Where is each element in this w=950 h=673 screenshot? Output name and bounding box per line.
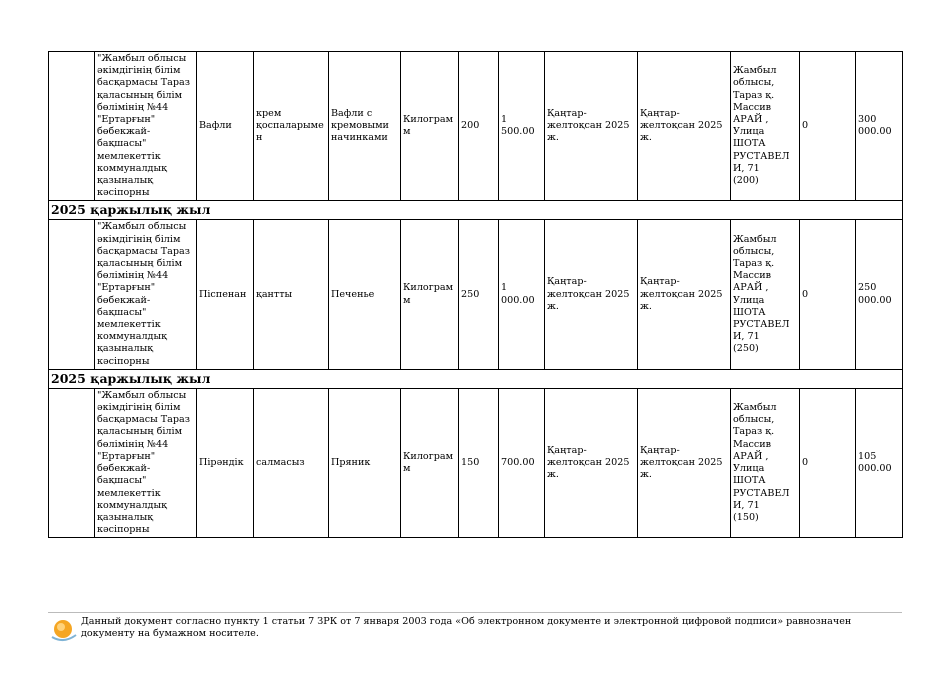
delivery-period-cell: Қаңтар-желтоқсан 2025 ж. bbox=[545, 52, 638, 201]
item-characteristic-cell: қантты bbox=[254, 220, 329, 369]
table-row bbox=[49, 388, 903, 537]
unit-cell: Килограмм bbox=[401, 220, 459, 369]
fiscal-year-label: 2025 қаржылық жыл bbox=[49, 201, 903, 220]
unit-cell: Килограмм bbox=[401, 52, 459, 201]
customer-cell: "Жамбыл облысы әкімдігінің білім басқармасы Тараз қаласының білім бөлімінің №44 "Ертарғын" бөбекжай-бақшасы" мемлекеттік коммуналдық қазыналық кәсіпорны bbox=[95, 220, 197, 369]
item-name-cell: Вафли bbox=[197, 52, 254, 201]
item-characteristic-cell: салмасыз bbox=[254, 388, 329, 537]
delivery-period-cell: Қаңтар-желтоқсан 2025 ж. bbox=[545, 220, 638, 369]
row-number-cell bbox=[49, 52, 95, 201]
delivery-address-cell: Жамбыл облысы, Тараз қ. Массив АРАЙ , Улица ШОТА РУСТАВЕЛИ, 71 (250) bbox=[731, 220, 800, 369]
quantity-cell: 250 bbox=[459, 220, 499, 369]
total-cell: 250 000.00 bbox=[856, 220, 903, 369]
procurement-table-container bbox=[48, 51, 902, 538]
quantity-cell: 200 bbox=[459, 52, 499, 201]
delivery-address-cell: Жамбыл облысы, Тараз қ. Массив АРАЙ , Улица ШОТА РУСТАВЕЛИ, 71 (200) bbox=[731, 52, 800, 201]
legal-note-text: Данный документ согласно пункту 1 статьи 7 ЗРК от 7 января 2003 года «Об электронном документе и электронной цифровой подписи» равнозначен документу на бумажном носителе. bbox=[81, 616, 852, 639]
price-cell: 700.00 bbox=[499, 388, 545, 537]
legal-footer bbox=[48, 612, 902, 640]
row-number-cell bbox=[49, 220, 95, 369]
advance-cell: 0 bbox=[800, 388, 856, 537]
delivery-period-cell-2: Қаңтар-желтоқсан 2025 ж. bbox=[638, 52, 731, 201]
customer-cell: "Жамбыл облысы әкімдігінің білім басқармасы Тараз қаласының білім бөлімінің №44 "Ертарғын" бөбекжай-бақшасы" мемлекеттік коммуналдық қазыналық кәсіпорны bbox=[95, 388, 197, 537]
procurement-items-table bbox=[48, 51, 903, 538]
item-name-cell: Піспенан bbox=[197, 220, 254, 369]
customer-cell: "Жамбыл облысы әкімдігінің білім басқармасы Тараз қаласының білім бөлімінің №44 "Ертарғын" бөбекжай-бақшасы" мемлекеттік коммуналдық қазыналық кәсіпорны bbox=[95, 52, 197, 201]
delivery-address-cell: Жамбыл облысы, Тараз қ. Массив АРАЙ , Улица ШОТА РУСТАВЕЛИ, 71 (150) bbox=[731, 388, 800, 537]
table-row bbox=[49, 220, 903, 369]
delivery-period-cell-2: Қаңтар-желтоқсан 2025 ж. bbox=[638, 220, 731, 369]
delivery-period-cell: Қаңтар-желтоқсан 2025 ж. bbox=[545, 388, 638, 537]
row-number-cell bbox=[49, 388, 95, 537]
total-cell: 105 000.00 bbox=[856, 388, 903, 537]
advance-cell: 0 bbox=[800, 52, 856, 201]
fiscal-year-label: 2025 қаржылық жыл bbox=[49, 369, 903, 388]
item-name-ru-cell: Печенье bbox=[329, 220, 401, 369]
price-cell: 1 000.00 bbox=[499, 220, 545, 369]
item-name-ru-cell: Вафли с кремовыми начинками bbox=[329, 52, 401, 201]
advance-cell: 0 bbox=[800, 220, 856, 369]
item-name-ru-cell: Пряник bbox=[329, 388, 401, 537]
item-characteristic-cell: крем қоспаларымен bbox=[254, 52, 329, 201]
price-cell: 1 500.00 bbox=[499, 52, 545, 201]
unit-cell: Килограмм bbox=[401, 388, 459, 537]
total-cell: 300 000.00 bbox=[856, 52, 903, 201]
table-row bbox=[49, 52, 903, 201]
section-header-row bbox=[49, 369, 903, 388]
quantity-cell: 150 bbox=[459, 388, 499, 537]
section-header-row bbox=[49, 201, 903, 220]
item-name-cell: Пірәндік bbox=[197, 388, 254, 537]
egov-sun-logo-icon bbox=[50, 618, 78, 642]
delivery-period-cell-2: Қаңтар-желтоқсан 2025 ж. bbox=[638, 388, 731, 537]
